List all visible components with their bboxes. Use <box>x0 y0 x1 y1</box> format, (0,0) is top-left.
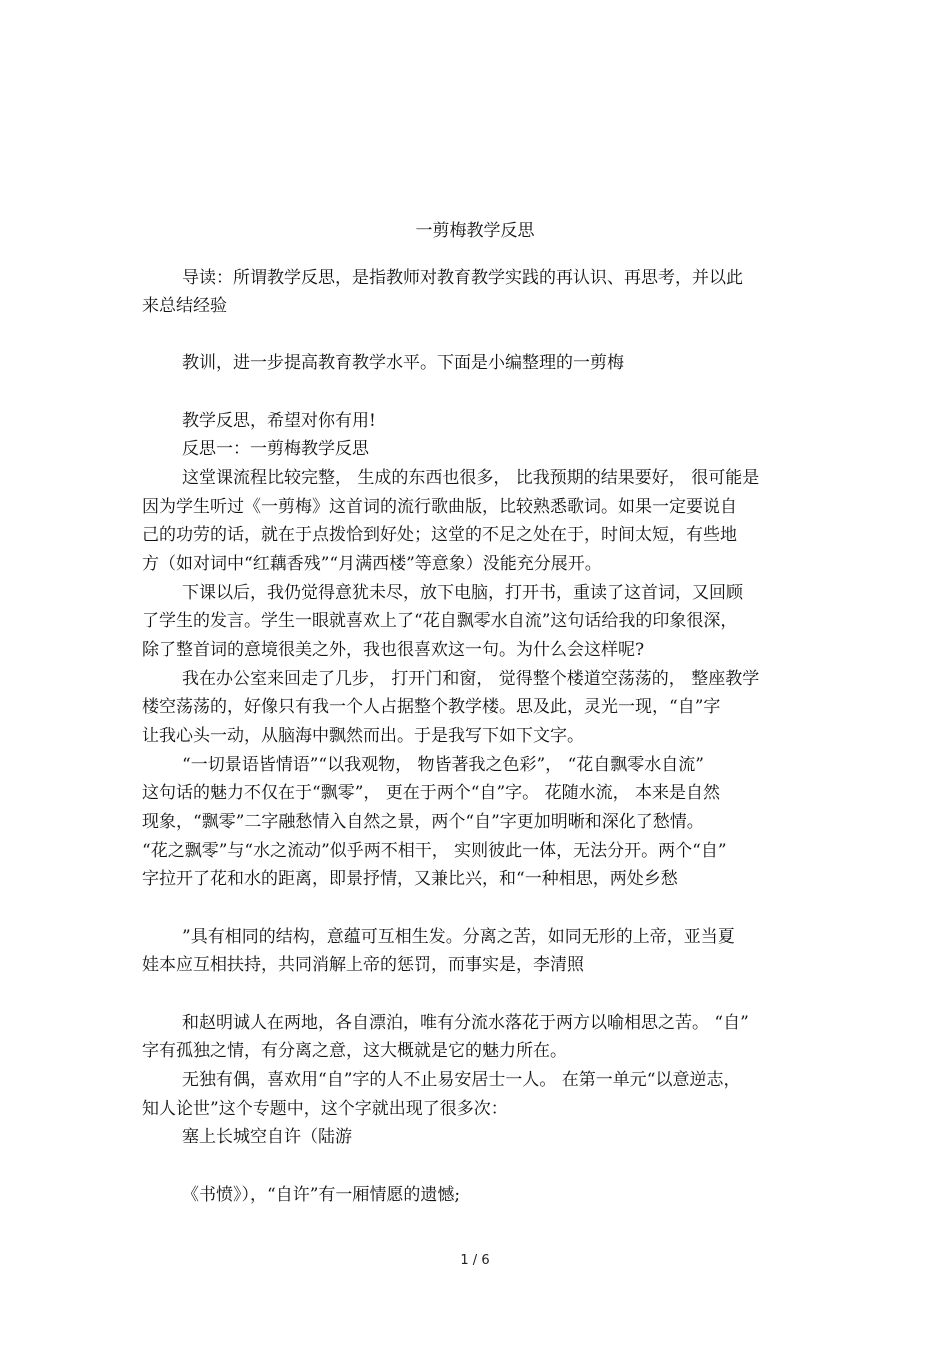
page-title: 一剪梅教学反思 <box>415 221 535 241</box>
text-line: 导读：所谓教学反思，是指教师对教育教学实践的再认识、再思考，并以此 <box>182 268 743 288</box>
text-line: 无独有偶，喜欢用“自”字的人不止易安居士一人。 在第一单元“以意逆志， <box>182 1070 741 1090</box>
text-line: 我在办公室来回走了几步， 打开门和窗， 觉得整个楼道空荡荡的， 整座教学 <box>182 669 760 689</box>
text-line: 这堂课流程比较完整， 生成的东西也很多， 比我预期的结果要好， 很可能是 <box>182 468 760 488</box>
text-line: 下课以后，我仍觉得意犹未尽，放下电脑，打开书，重读了这首词，又回顾 <box>182 583 743 603</box>
text-line: 楼空荡荡的，好像只有我一个人占据整个教学楼。思及此，灵光一现，“自”字 <box>142 697 721 717</box>
text-line: ”具有相同的结构，意蕴可互相生发。分离之苦，如同无形的上帝，亚当夏 <box>182 927 735 947</box>
text-line: 字有孤独之情，有分离之意，这大概就是它的魅力所在。 <box>142 1041 567 1061</box>
text-line: 和赵明诚人在两地，各自漂泊，唯有分流水落花于两方以喻相思之苦。 “自” <box>182 1013 749 1033</box>
text-line: 《书愤》），“自许”有一厢情愿的遗憾; <box>182 1185 461 1205</box>
text-line: 让我心头一动，从脑海中飘然而出。于是我写下如下文字。 <box>142 726 584 746</box>
text-line: 塞上长城空自许（陆游 <box>182 1127 352 1147</box>
page-number: 1 / 6 <box>460 1253 490 1268</box>
text-line: 字拉开了花和水的距离，即景抒情，又兼比兴，和“一种相思，两处乡愁 <box>142 869 678 889</box>
text-line: 教学反思，希望对你有用! <box>182 411 376 431</box>
text-line: 因为学生听过《一剪梅》这首词的流行歌曲版，比较熟悉歌词。如果一定要说自 <box>142 497 737 517</box>
text-line: “花之飘零”与“水之流动”似乎两不相干， 实则彼此一体，无法分开。两个“自” <box>142 841 727 861</box>
text-line: 了学生的发言。学生一眼就喜欢上了“花自飘零水自流”这句话给我的印象很深， <box>142 611 738 631</box>
text-line: 现象，“飘零”二字融愁情入自然之景，两个“自”字更加明晰和深化了愁情。 <box>142 812 704 832</box>
text-line: 知人论世”这个专题中，这个字就出现了很多次： <box>142 1099 508 1119</box>
text-line: 教训，进一步提高教育教学水平。下面是小编整理的一剪梅 <box>182 353 624 373</box>
text-line: 这句话的魅力不仅在于“飘零”， 更在于两个“自”字。 花随水流， 本来是自然 <box>142 783 720 803</box>
text-line: 除了整首词的意境很美之外，我也很喜欢这一句。为什么会这样呢? <box>142 640 645 660</box>
text-line: “一切景语皆情语”“以我观物， 物皆著我之色彩”， “花自飘零水自流” <box>182 755 704 775</box>
text-line: 反思一：一剪梅教学反思 <box>182 439 369 459</box>
text-line: 娃本应互相扶持，共同消解上帝的惩罚，而事实是，李清照 <box>142 955 584 975</box>
text-line: 来总结经验 <box>142 296 227 316</box>
text-line: 己的功劳的话，就在于点拨恰到好处；这堂的不足之处在于，时间太短，有些地 <box>142 525 737 545</box>
text-line: 方（如对词中“红藕香残”“月满西楼”等意象）没能充分展开。 <box>142 554 602 574</box>
